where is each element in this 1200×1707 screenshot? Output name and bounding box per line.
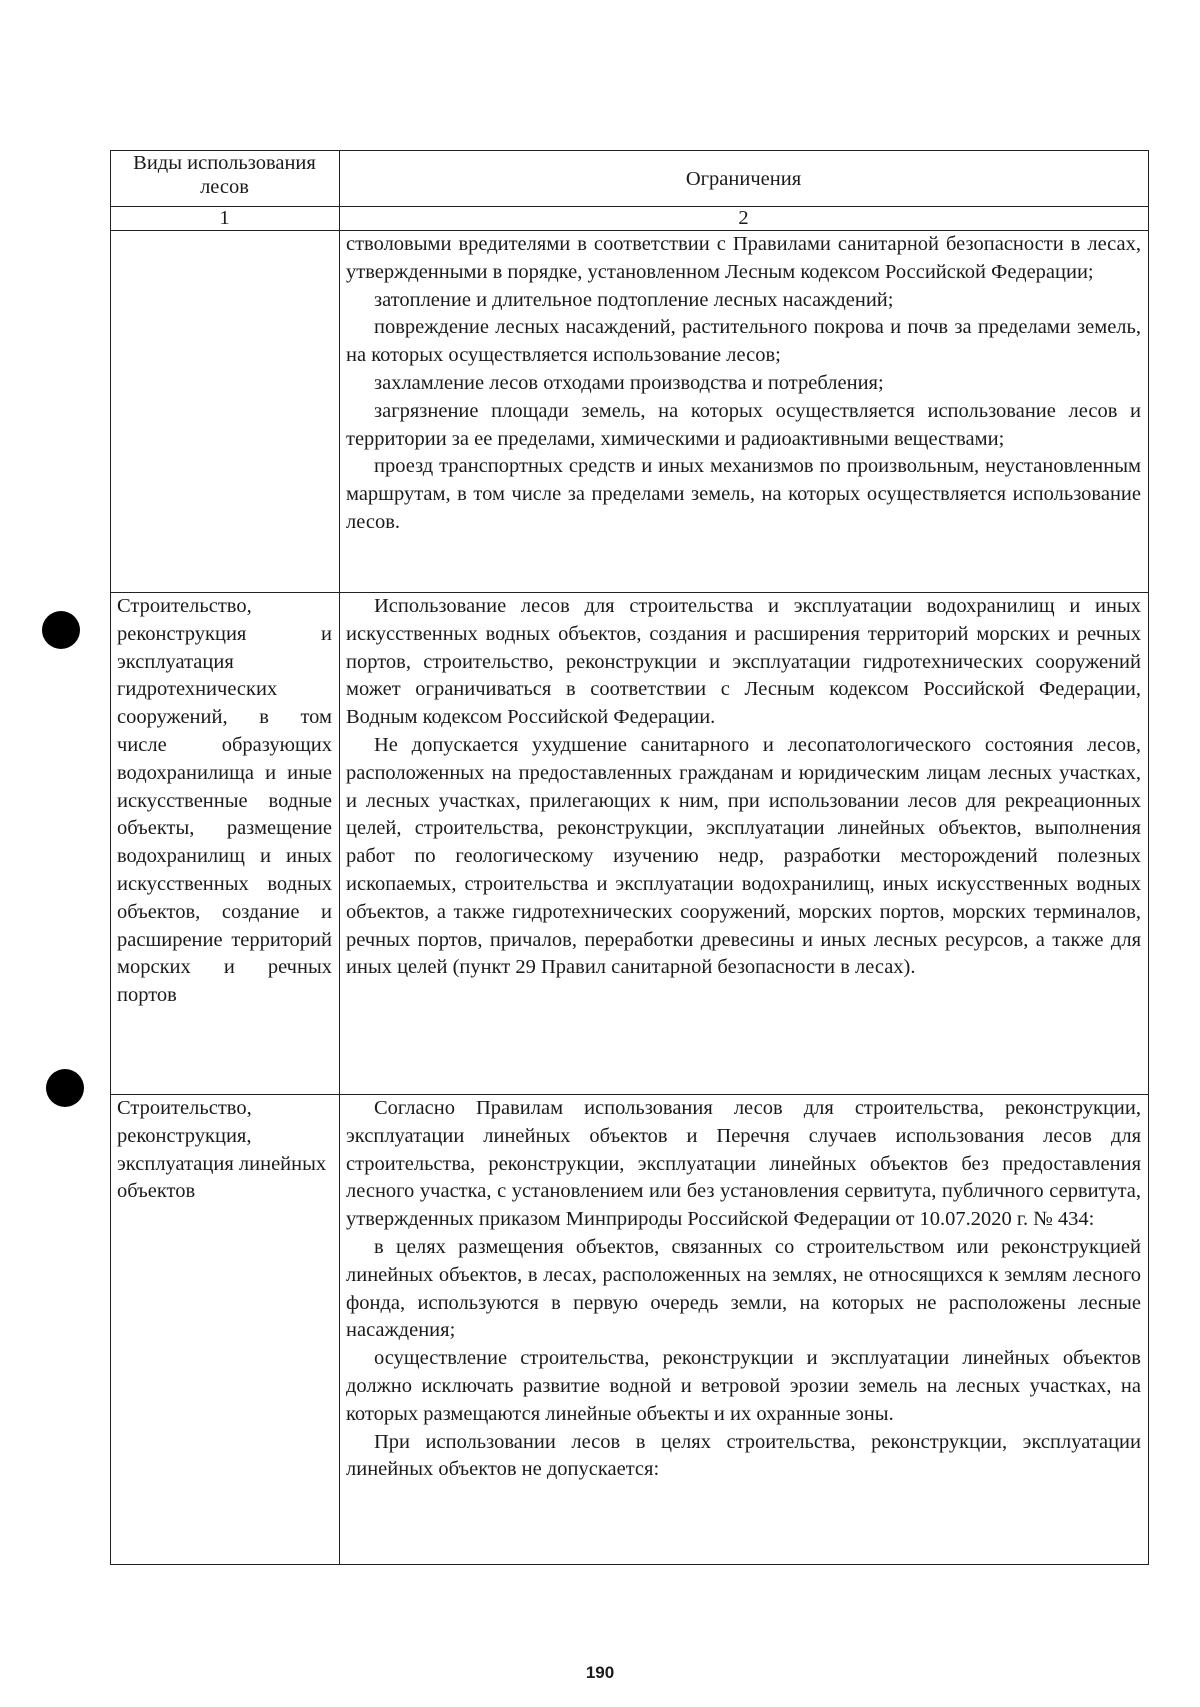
restriction-paragraph: повреждение лесных насаждений, растительного покрова и почв за пределами земель, на которых осуществляется использование лесов; xyxy=(346,316,1141,367)
table-row xyxy=(111,593,1149,1095)
restrictions-cell xyxy=(340,231,1149,593)
header-forest-use-types: Виды использования лесов xyxy=(111,151,340,207)
restriction-paragraph: Согласно Правилам использования лесов для строительства, реконструкции, эксплуатации линейных объектов и Перечня случаев использования лесов для строительства, реконструкции, эксплуатации линейных объектов без предоставления лесного участка, с установлением или без установления сервитута, публичного сервитута, утвержденных приказом Минприроды Российской Федерации от 10.07.2020 г. № 434: xyxy=(346,1097,1141,1231)
restriction-paragraph: Использование лесов для строительства и эксплуатации водохранилищ и иных искусственных водных объектов, создания и расширения территорий морских и речных портов, строительство, реконструкции и эксплуатации гидротехнических сооружений может ограничиваться в соответствии с Лесным кодексом Российской Федерации, Водным кодексом Российской Федерации. xyxy=(346,595,1141,729)
column-number-2: 2 xyxy=(340,207,1149,231)
restriction-paragraph: осуществление строительства, реконструкции и эксплуатации линейных объектов должно исключать развитие водной и ветровой эрозии земель на лесных участках, на которых размещаются линейные объекты и их охранные зоны. xyxy=(346,1347,1141,1425)
restriction-paragraph: затопление и длительное подтопление лесных насаждений; xyxy=(374,288,894,311)
restriction-paragraph: Не допускается ухудшение санитарного и лесопатологического состояния лесов, расположенных на предоставленных гражданам и юридическим лицам лесных участках, и лесных участках, прилегающих к ним, при использовании лесов для рекреационных целей, строительства, реконструкции, эксплуатации линейных объектов, выполнения работ по геологическому изучению недр, разработки месторождений полезных ископаемых, строительства и эксплуатации водохранилищ, иных искусственных водных объектов, а также гидротехнических сооружений, морских портов, морских терминалов, речных портов, причалов, переработки древесины и иных лесных ресурсов, а также для иных целей (пункт 29 Правил санитарной безопасности в лесах). xyxy=(346,733,1141,979)
forest-use-type xyxy=(111,231,340,593)
table-row xyxy=(111,1095,1149,1565)
header-restrictions: Ограничения xyxy=(340,151,1149,207)
punch-hole-bottom xyxy=(46,1069,84,1107)
column-number-1: 1 xyxy=(111,207,340,231)
restriction-paragraph: загрязнение площади земель, на которых осуществляется использование лесов и территории за ее пределами, химическими и радиоактивными веществами; xyxy=(346,399,1141,450)
table-header-row xyxy=(111,151,1149,207)
restrictions-table xyxy=(110,150,1149,1565)
page-number: 190 xyxy=(585,1663,615,1682)
restriction-paragraph: При использовании лесов в целях строительства, реконструкции, эксплуатации линейных объектов не допускается: xyxy=(346,1430,1141,1481)
table-number-row xyxy=(111,207,1149,231)
forest-use-type: Строительство, реконструкция и эксплуатация гидротехнических сооружений, в том числе образующих водохранилища и иные искусственные водные объекты, размещение водохранилищ и иных искусственных водных объектов, создание и расширение территорий морских и речных портов xyxy=(111,593,340,1095)
punch-hole-top xyxy=(42,611,80,649)
table-row xyxy=(111,231,1149,593)
restrictions-cell xyxy=(340,1095,1149,1565)
restriction-paragraph: проезд транспортных средств и иных механизмов по произвольным, неустановленным маршрутам, в том числе за пределами земель, на которых осуществляется использование лесов. xyxy=(346,455,1141,533)
restrictions-cell xyxy=(340,593,1149,1095)
restriction-paragraph: в целях размещения объектов, связанных со строительством или реконструкцией линейных объектов, в лесах, расположенных на землях, не относящихся к землям лесного фонда, используются в первую очередь земли, на которых не расположены лесные насаждения; xyxy=(346,1235,1141,1342)
restriction-paragraph: захламление лесов отходами производства и потребления; xyxy=(374,371,884,394)
restriction-paragraph: стволовыми вредителями в соответствии с Правилами санитарной безопасности в лесах, утвержденными в порядке, установленном Лесным кодексом Российской Федерации; xyxy=(346,233,1141,283)
forest-use-type: Строительство, реконструкция, эксплуатация линейных объектов xyxy=(111,1095,340,1565)
